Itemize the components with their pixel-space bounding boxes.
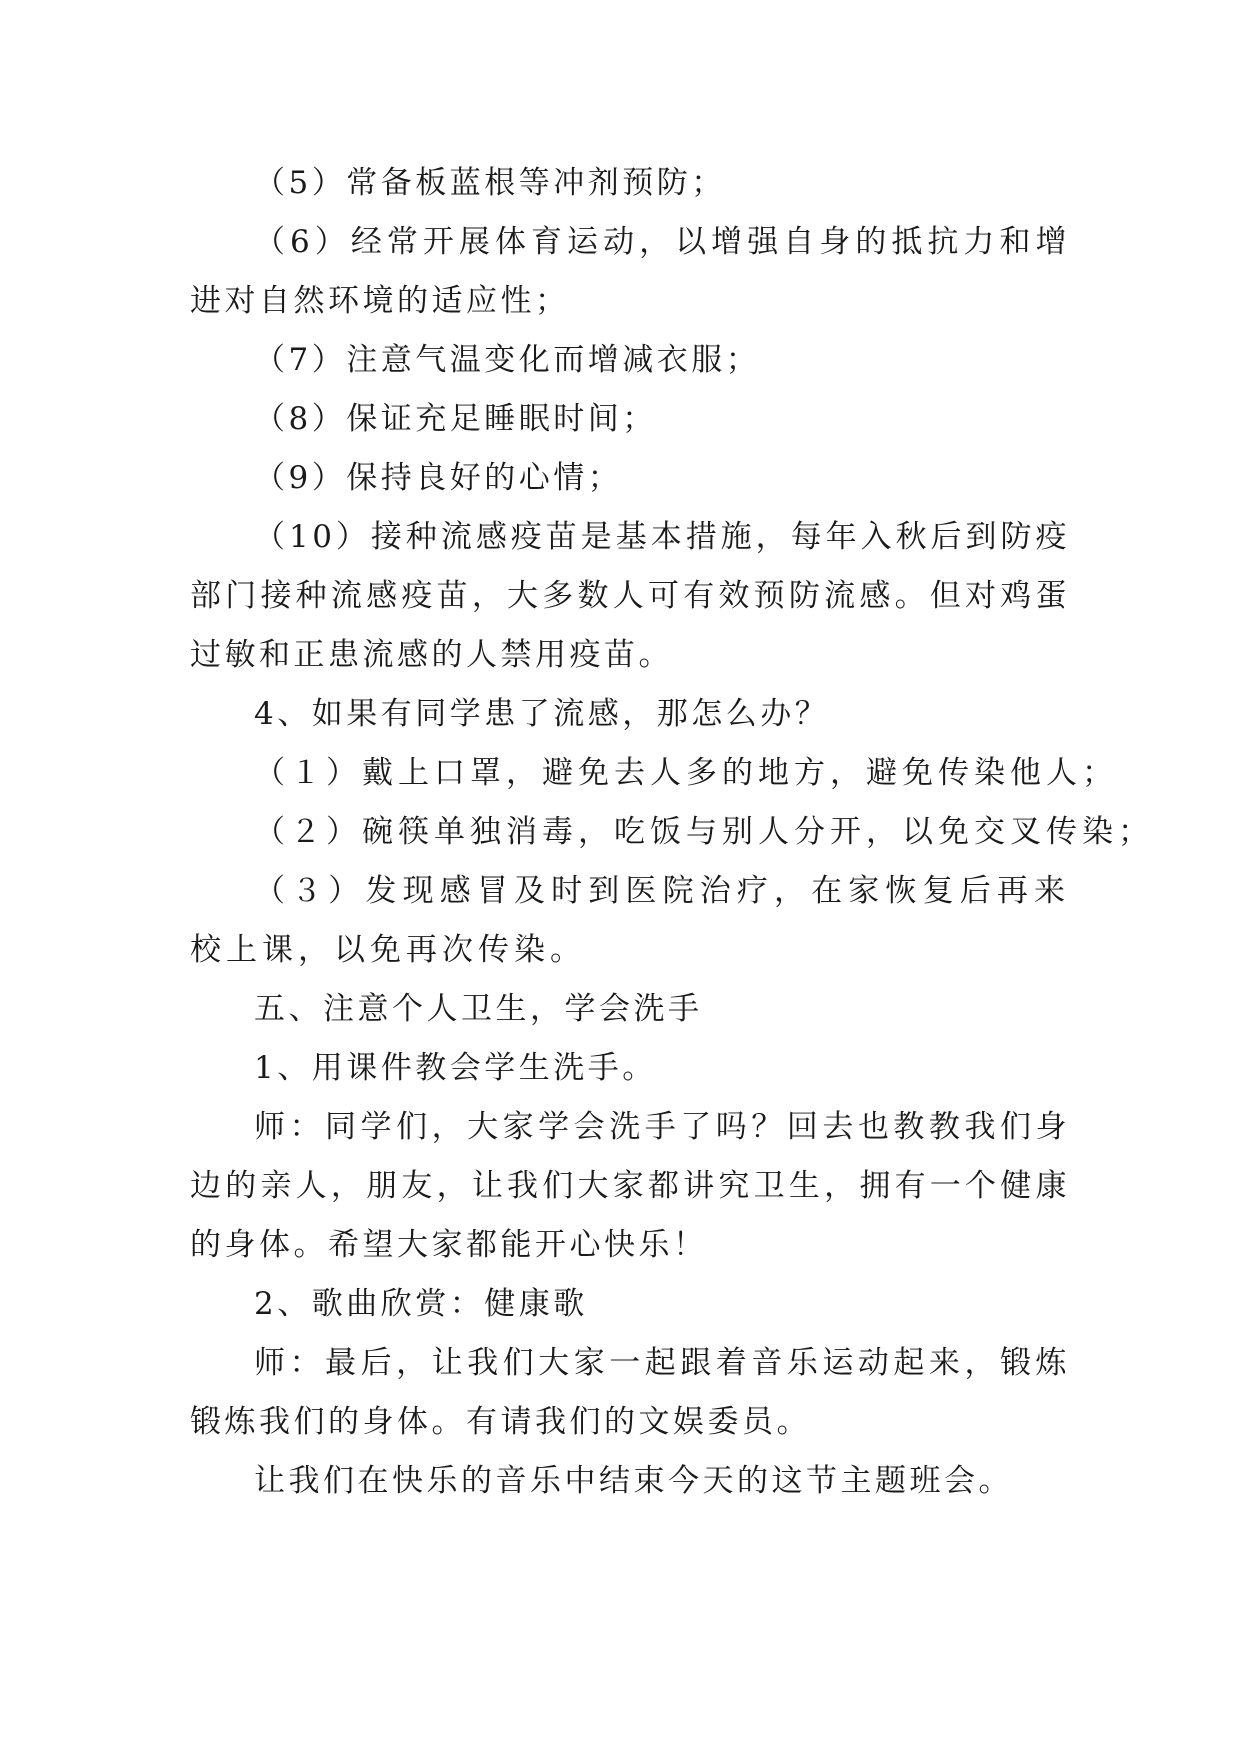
list-item-8: （8）保证充足睡眠时间； [254, 401, 657, 437]
list-item-10: （10）接种流感疫苗是基本措施，每年入秋后到防疫部门接种流感疫苗，大多数人可有效预防流感。但对鸡蛋过敏和正患流感的人禁用疫苗。 [190, 519, 1070, 673]
answer-item-1: （１）戴上口罩，避免去人多的地方，避免传染他人； [254, 755, 1118, 791]
teacher-remark-1: 师：同学们，大家学会洗手了吗？回去也教教我们身边的亲人，朋友，让我们大家都讲究卫生，拥有一个健康的身体。希望大家都能开心快乐！ [190, 1109, 1070, 1263]
list-item-6: （6）经常开展体育运动，以增强自身的抵抗力和增进对自然环境的适应性； [190, 224, 1070, 319]
section-heading-5: 五、注意个人卫生，学会洗手 [254, 991, 703, 1027]
document-body [190, 154, 1154, 1511]
list-item-9: （9）保持良好的心情； [254, 460, 623, 496]
section-question-4: 4、如果有同学患了流感，那怎么办？ [254, 696, 830, 732]
list-item-5: （5）常备板蓝根等冲剂预防； [254, 165, 726, 201]
teacher-remark-2: 师：最后，让我们大家一起跟着音乐运动起来，锻炼锻炼我们的身体。有请我们的文娱委员。 [190, 1345, 1070, 1440]
step-1: 1、用课件教会学生洗手。 [254, 1050, 657, 1086]
step-2: 2、歌曲欣赏：健康歌 [254, 1286, 588, 1322]
closing-paragraph: 让我们在快乐的音乐中结束今天的这节主题班会。 [254, 1463, 1013, 1499]
answer-item-3: （３）发现感冒及时到医院治疗，在家恢复后再来校上课，以免再次传染。 [190, 873, 1070, 968]
list-item-7: （7）注意气温变化而增减衣服； [254, 342, 761, 378]
answer-item-2: （２）碗筷单独消毒，吃饭与别人分开，以免交叉传染； [254, 814, 1154, 850]
